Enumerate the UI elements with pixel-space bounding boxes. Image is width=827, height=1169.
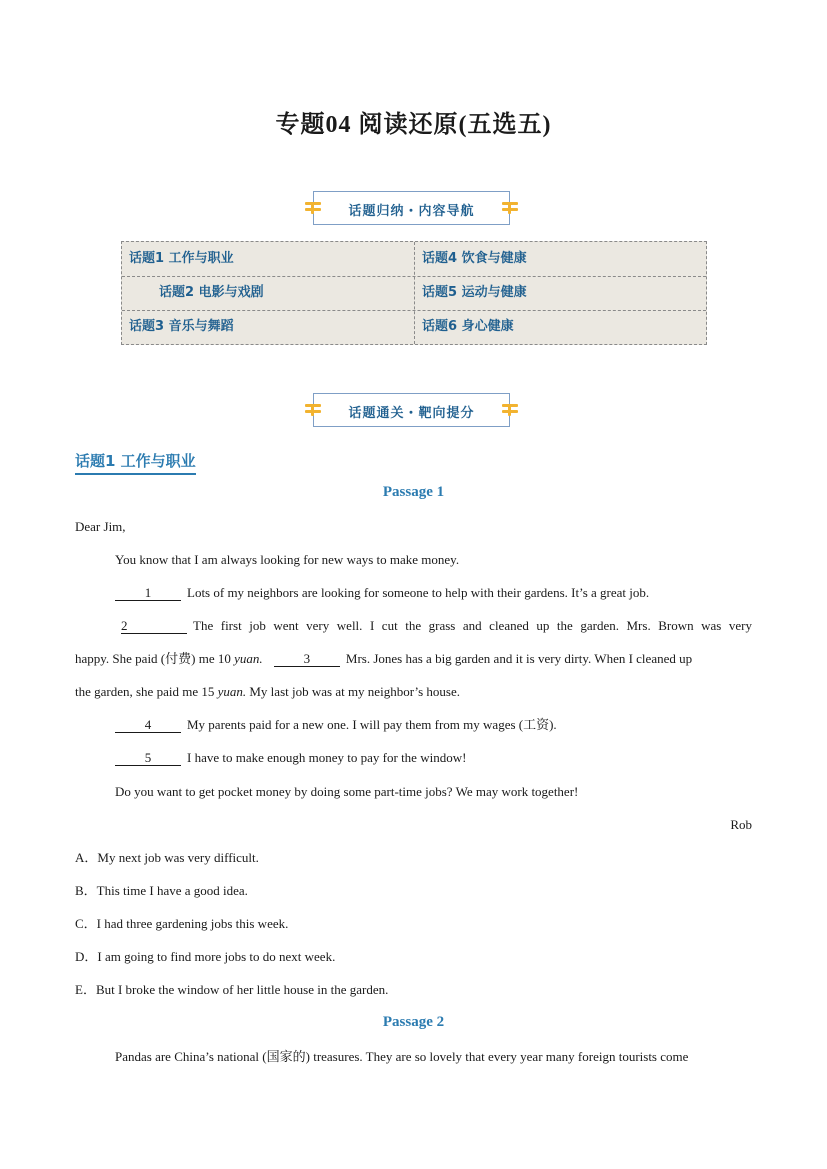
topic-navigation-table — [121, 241, 707, 345]
nav-item-topic-5[interactable]: 话题5 运动与健康 — [422, 285, 527, 300]
banner-ornament-icon — [502, 404, 518, 416]
paragraph-with-blank: 1 Lots of my neighbors are looking for someone to help with their gardens. It’s a great job. — [75, 584, 752, 602]
paragraph-line: the garden, she paid me 15 yuan. My last job was at my neighbor’s house. — [75, 684, 461, 699]
option-d: D．I am going to find more jobs to do next week. — [75, 949, 336, 964]
letter-greeting: Dear Jim, — [75, 519, 126, 534]
passage-2-title: Passage 2 — [382, 1014, 445, 1030]
paragraph-with-blank: 5 I have to make enough money to pay for the window! — [75, 749, 752, 767]
answer-blank-1[interactable]: 1 — [115, 586, 181, 601]
option-c: C．I had three gardening jobs this week. — [75, 916, 289, 931]
nav-item-topic-1[interactable]: 话题1 工作与职业 — [129, 251, 234, 266]
passage-1-title: Passage 1 — [382, 484, 445, 500]
letter-signature: Rob — [730, 817, 752, 832]
banner-label: 话题通关・靶向提分 — [348, 406, 475, 421]
answer-blank-3[interactable]: 3 — [274, 652, 340, 667]
topic-1-heading: 话题1 工作与职业 — [75, 450, 196, 475]
option-b: B．This time I have a good idea. — [75, 883, 248, 898]
answer-blank-2[interactable]: 2 — [121, 619, 187, 634]
nav-item-topic-4[interactable]: 话题4 饮食与健康 — [422, 251, 527, 266]
paragraph-with-blank: 2 The first job went very well. I cut the grass and cleaned up the garden. Mrs. Brown was very — [121, 618, 752, 633]
nav-item-topic-2[interactable]: 话题2 电影与戏剧 — [159, 285, 264, 300]
paragraph-with-blank: 4 My parents paid for a new one. I will pay them from my wages (工资). — [75, 716, 752, 734]
option-a: A．My next job was very difficult. — [75, 850, 259, 865]
nav-item-topic-3[interactable]: 话题3 音乐与舞蹈 — [129, 319, 234, 334]
paragraph-line: happy. She paid (付费) me 10 yuan. 3 Mrs. Jones has a big garden and it is very dirty. When I cleaned up — [75, 651, 693, 666]
nav-item-topic-6[interactable]: 话题6 身心健康 — [422, 319, 514, 334]
paragraph: Pandas are China’s national (国家的) treasures. They are so lovely that every year many foreign tourists come — [115, 1049, 689, 1064]
answer-blank-4[interactable]: 4 — [115, 718, 181, 733]
section-banner-navigation — [313, 191, 510, 225]
paragraph: You know that I am always looking for new ways to make money. — [115, 552, 460, 567]
banner-label: 话题归纳・内容导航 — [348, 204, 475, 219]
section-banner-practice — [313, 393, 510, 427]
document-title: 专题04 阅读还原(五选五) — [275, 112, 552, 138]
option-e: E．But I broke the window of her little house in the garden. — [75, 982, 389, 997]
paragraph: Do you want to get pocket money by doing some part-time jobs? We may work together! — [115, 784, 579, 799]
banner-ornament-icon — [502, 202, 518, 214]
answer-blank-5[interactable]: 5 — [115, 751, 181, 766]
